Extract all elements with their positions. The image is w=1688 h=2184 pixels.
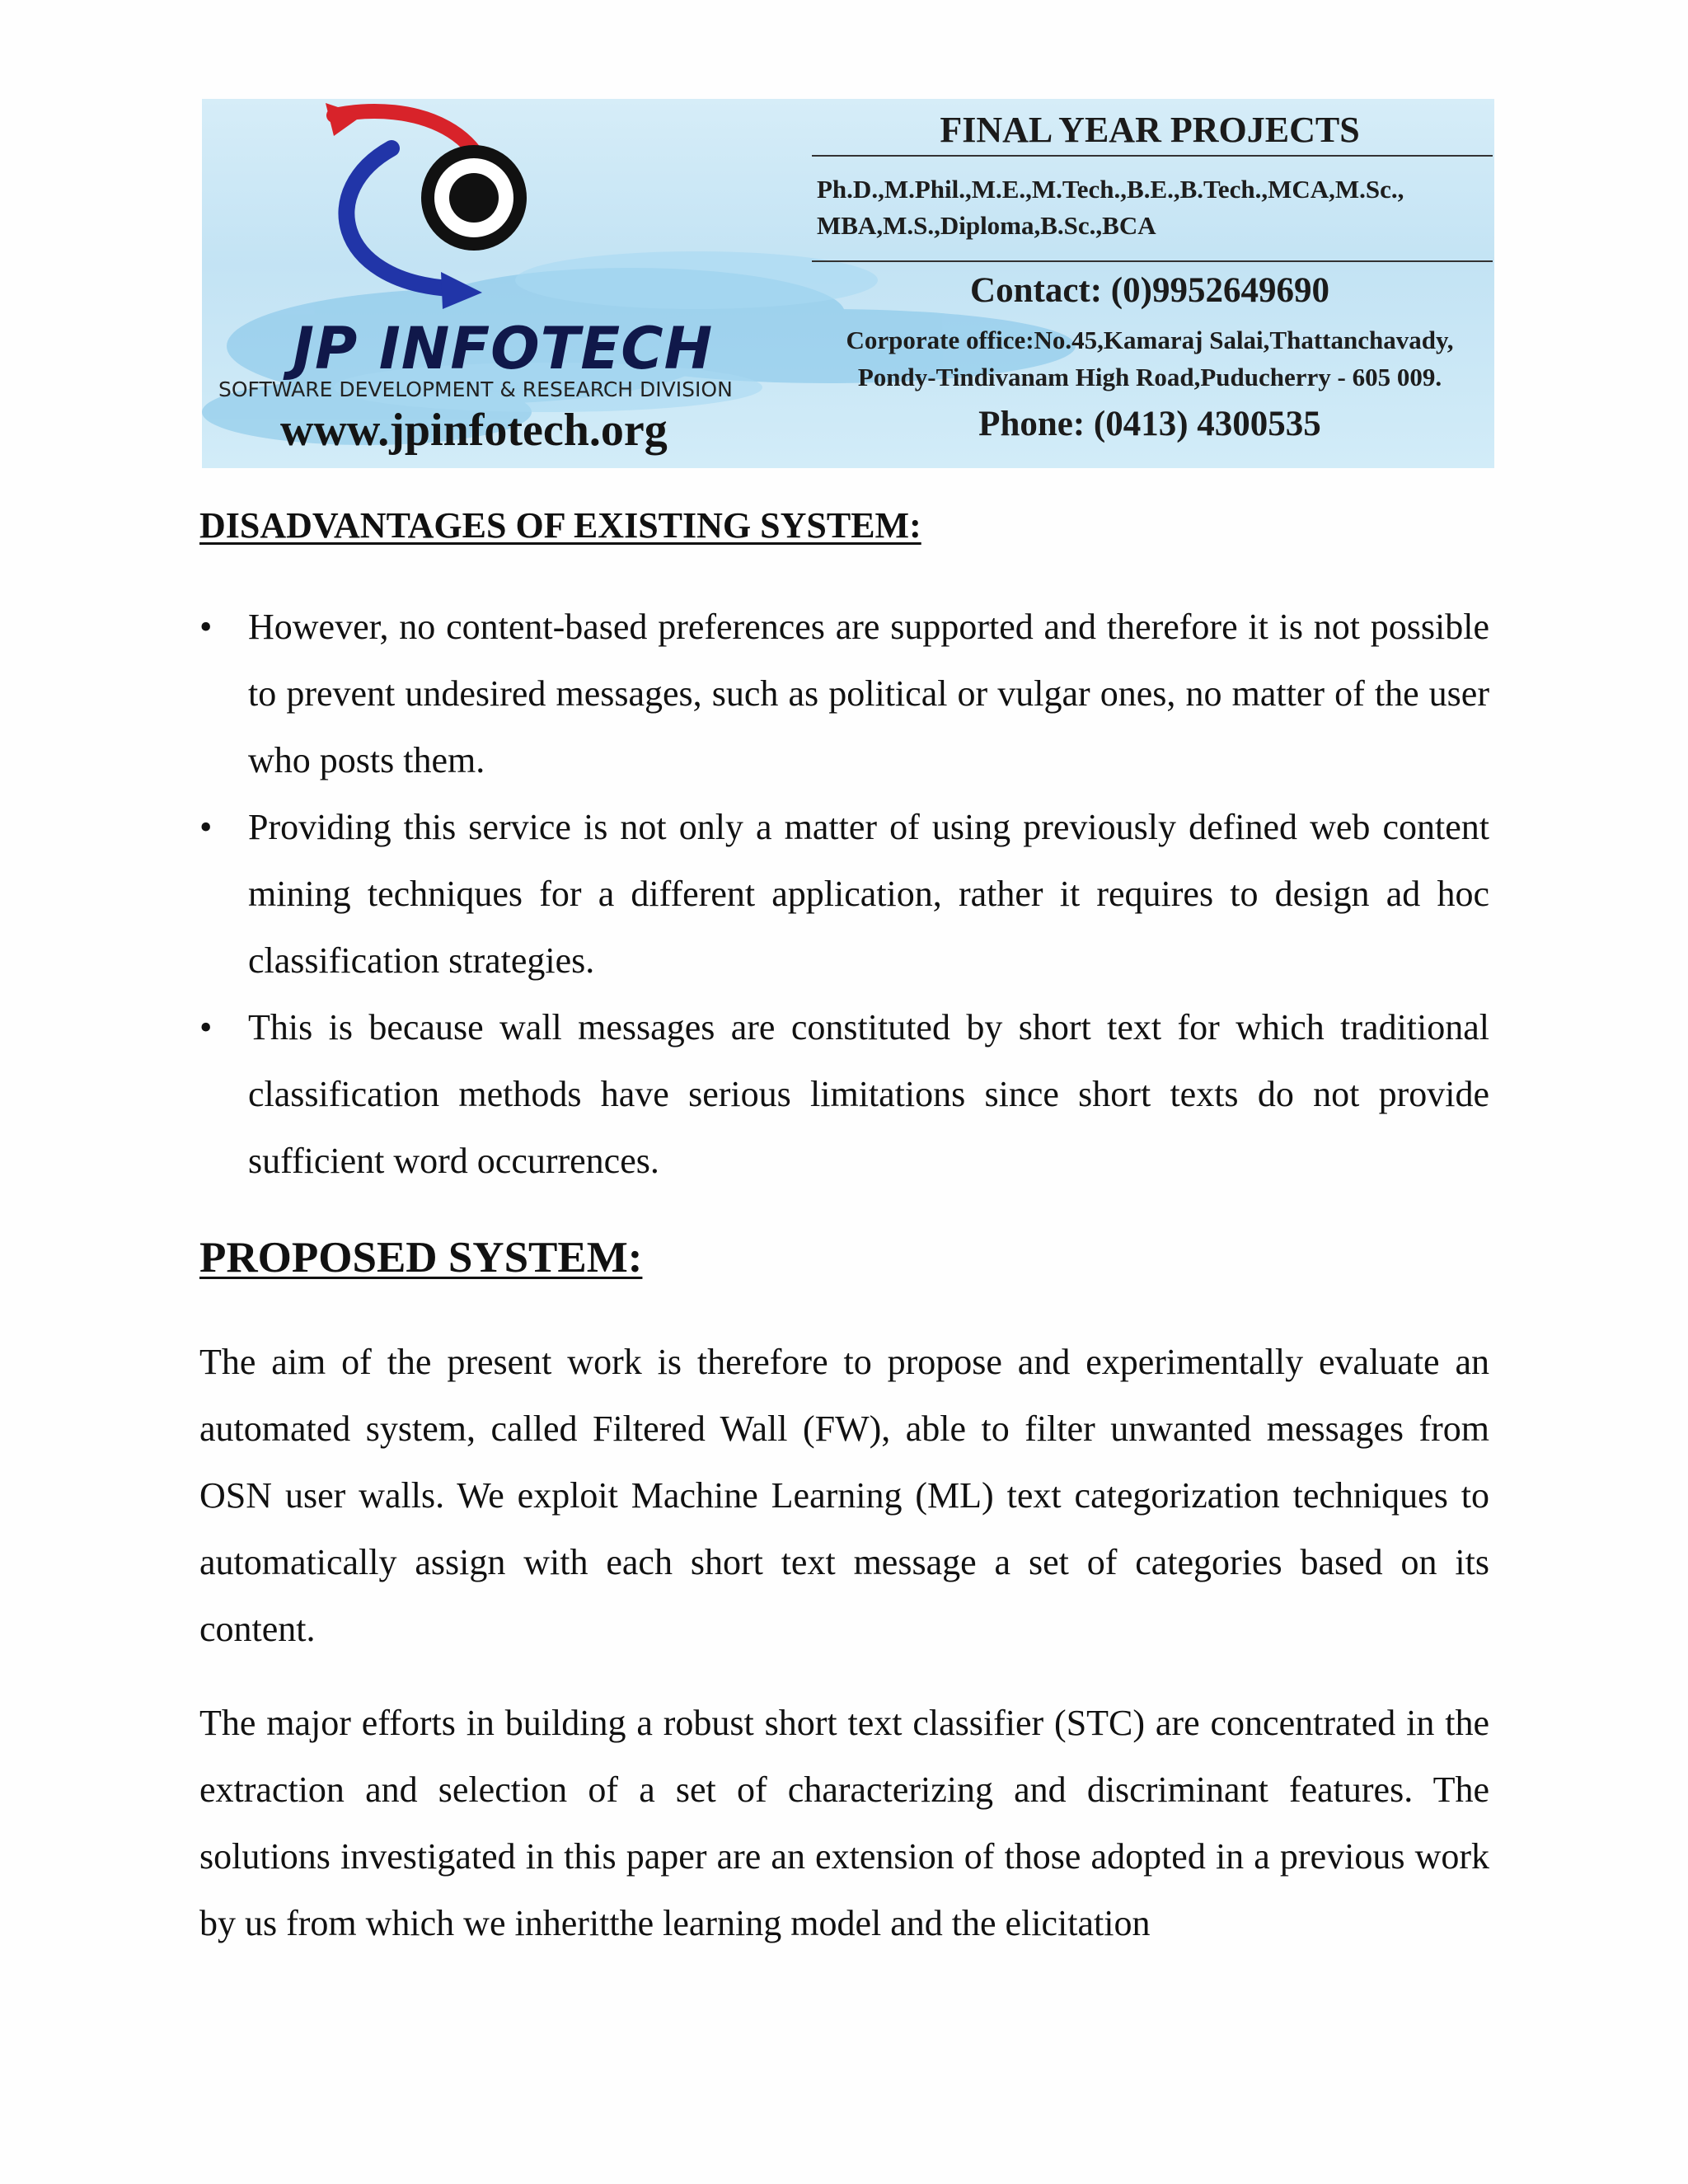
banner-phone: Phone: (0413) 4300535: [978, 405, 1321, 443]
bullet-icon: •: [199, 607, 213, 647]
degrees-line-1: Ph.D.,M.Phil.,M.E.,M.Tech.,B.E.,B.Tech.,MCA,M.Sc.,: [817, 175, 1404, 204]
banner-divider: [812, 155, 1493, 157]
disadvantages-heading: DISADVANTAGES OF EXISTING SYSTEM:: [199, 505, 921, 546]
banner-degrees: [817, 171, 1484, 244]
banner-title: FINAL YEAR PROJECTS: [940, 110, 1360, 150]
proposed-heading: PROPOSED SYSTEM:: [199, 1234, 643, 1282]
list-item-text: However, no content-based preferences are supported and therefore it is not possible to prevent undesired messages, such as political or vulgar ones, no matter of the user who posts them.: [248, 607, 1489, 780]
logo-url[interactable]: www.jpinfotech.org: [280, 405, 668, 456]
banner-divider: [812, 260, 1493, 262]
proposed-paragraph-2: The major efforts in building a robust short text classifier (STC) are concentrated in the extraction and selection of a set of characterizing and discriminant features. The solutions investigated in this paper are an extension of those adopted in a previous work by us from which we inheritthe learning model and the elicitation: [199, 1703, 1489, 1943]
bullet-icon: •: [199, 1007, 213, 1047]
office-line-1: Corporate office:No.45,Kamaraj Salai,Thattanchavady,: [846, 326, 1454, 354]
banner-office-address: [812, 321, 1488, 396]
banner-contact: Contact: (0)9952649690: [970, 271, 1329, 310]
logo-division: SOFTWARE DEVELOPMENT & RESEARCH DIVISION: [218, 377, 733, 401]
bullet-icon: •: [199, 807, 213, 847]
list-item: [199, 593, 1489, 794]
company-logo: [202, 99, 762, 468]
banner-info: [812, 99, 1488, 468]
list-item-text: This is because wall messages are constituted by short text for which traditional classification methods have serious limitations since short texts do not provide sufficient word occurrences.: [248, 1007, 1489, 1181]
header-banner: [202, 99, 1494, 468]
degrees-line-2: MBA,M.S.,Diploma,B.Sc.,BCA: [817, 211, 1156, 240]
list-item-text: Providing this service is not only a matter of using previously defined web content mining techniques for a different application, rather it requires to design ad hoc classification strategies.: [248, 807, 1489, 981]
proposed-paragraph-1: The aim of the present work is therefore to propose and experimentally evaluate an automated system, called Filtered Wall (FW), able to filter unwanted messages from OSN user walls. We exploit Machine Learning (ML) text categorization techniques to automatically assign with each short text message a set of categories based on its content.: [199, 1342, 1489, 1649]
logo-name: JP INFOTECH: [293, 315, 714, 382]
list-item: [199, 994, 1489, 1194]
list-item: [199, 794, 1489, 994]
disadvantages-list: [199, 593, 1489, 1194]
office-line-2: Pondy-Tindivanam High Road,Puducherry - 605 009.: [857, 363, 1442, 391]
